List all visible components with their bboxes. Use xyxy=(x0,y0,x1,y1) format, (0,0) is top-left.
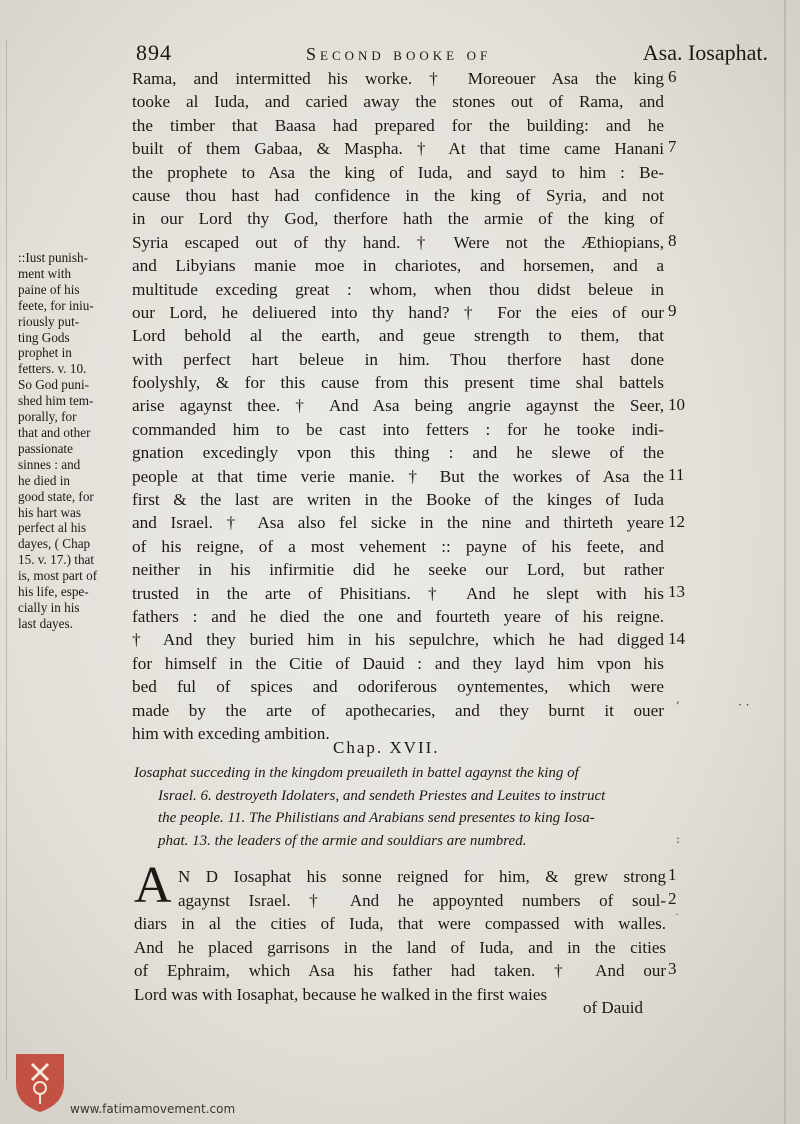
verse-number: 6 xyxy=(668,67,677,86)
verse-number: 7 xyxy=(668,137,677,157)
text-line: the timber that Baasa had prepared for the building: and he xyxy=(132,115,664,135)
text-line: neither in his infirmitie did he seeke our Lord, but rather xyxy=(132,560,664,580)
ink-speck: : xyxy=(676,832,681,846)
text-line: in our Lord thy God, therfore hath the armie of the king of xyxy=(132,209,664,229)
margin-note-line: fetters. v. 10. xyxy=(18,361,87,377)
text-line: † And they buried him in his sepulchre, which he had digged xyxy=(132,630,664,650)
text-line: for himself in the Citie of Dauid : and they layd him vpon his xyxy=(132,653,664,673)
chapter-text-line: agaynst Israel. † And he appoynted numbers of soul- xyxy=(178,890,666,910)
margin-note-line: his hart was xyxy=(18,504,81,520)
argument-line: the people. 11. The Philistians and Arabians send presentes to king Iosa- xyxy=(158,810,595,827)
chapter-text-line: diars in al the cities of Iuda, that were compassed with walles. xyxy=(134,914,666,934)
margin-note-line: dayes, ( Chap xyxy=(18,536,91,552)
margin-note-line: passionate xyxy=(18,440,73,456)
running-head: Second booke of xyxy=(306,44,492,64)
text-line: Lord behold al the earth, and geue strength to them, that xyxy=(132,326,664,346)
margin-note-line: his life, espe- xyxy=(18,584,89,600)
running-head-right: Asa. Iosaphat. xyxy=(642,40,768,65)
chapter-heading: Chap. XVII. xyxy=(333,738,440,757)
catchword: of Dauid xyxy=(583,998,643,1017)
text-line: Rama, and intermitted his worke. † Moreouer Asa the king xyxy=(132,69,664,88)
margin-note-line: that and other xyxy=(18,424,91,440)
margin-note-line: paine of his xyxy=(18,281,80,297)
text-line: tooke al Iuda, and caried away the stones out of Rama, and xyxy=(132,92,664,112)
chapter-text-line: Lord was with Iosaphat, because he walked in the first waies xyxy=(134,984,548,1004)
text-line: gnation excedingly vpon this thing : and he slewe of the xyxy=(132,443,664,463)
margin-note-line: ::Iust punish- xyxy=(18,250,88,265)
verse-number: 14 xyxy=(668,628,685,648)
verse-number: 12 xyxy=(668,511,685,531)
text-line: people at that time verie manie. † But the workes of Asa the xyxy=(132,466,664,486)
text-line: him with exceding ambition. xyxy=(132,723,330,743)
text-line: bed ful of spices and odoriferous oyntementes, which were xyxy=(132,677,664,697)
verse-number: 1 xyxy=(668,865,677,884)
text-line: made by the arte of apothecaries, and they burnt it ouer xyxy=(132,700,664,720)
chapter-body xyxy=(134,865,666,1007)
text-line: and Libyians manie moe in chariotes, and horsemen, and a xyxy=(132,256,664,276)
text-line: cause thou hast had confidence in the king of Syria, and not xyxy=(132,185,664,205)
verse-number: 11 xyxy=(668,464,685,484)
margin-note-line: feete, for iniu- xyxy=(18,297,94,313)
fatima-shield-logo-icon xyxy=(12,1050,68,1114)
verse-number: 10 xyxy=(668,394,685,414)
ink-speck: , xyxy=(676,692,680,706)
chapter-argument xyxy=(134,762,694,852)
chapter-text-line: And he placed garrisons in the land of Iuda, and in the cities xyxy=(134,937,666,957)
text-line: foolyshly, & for this cause from this present time shal battels xyxy=(132,373,664,393)
text-line: with perfect hart beleue in him. Thou therfore hast done xyxy=(132,349,664,369)
margin-note-line: perfect al his xyxy=(18,520,87,536)
page-number: 894 xyxy=(136,40,172,65)
verse-number: 8 xyxy=(668,230,677,250)
text-line: first & the last are writen in the Booke of the kinges of Iuda xyxy=(132,490,664,510)
margin-note-line: So God puni- xyxy=(18,377,90,393)
margin-note-line: 15. v. 17.) that xyxy=(18,552,95,568)
margin-note-line: sinnes : and xyxy=(18,456,81,472)
margin-note-line: good state, for xyxy=(18,488,94,504)
main-text-column xyxy=(132,67,664,745)
text-line: multitude exceding great : whom, when thou didst beleue in xyxy=(132,279,664,299)
text-line: commanded him to be cast into fetters : for he tooke indi- xyxy=(132,419,664,439)
page-gutter-line xyxy=(6,40,7,1080)
ink-speck: · · xyxy=(738,698,750,712)
chapter-text-line: of Ephraim, which Asa his father had taken. † And our xyxy=(134,961,666,981)
page-header xyxy=(136,40,768,70)
margin-note-line: porally, for xyxy=(18,409,77,425)
chapter-text-line: N D Iosaphat his sonne reigned for him, & grew strong xyxy=(178,867,666,886)
text-line: built of them Gabaa, & Maspha. † At that time came Hanani xyxy=(132,139,664,159)
margin-note-line: he died in xyxy=(18,472,71,488)
argument-line: Iosaphat succeding in the kingdom preuaileth in battel agaynst the king of xyxy=(134,765,579,781)
text-line: Syria escaped out of thy hand. † Were not the Æthiopians, xyxy=(132,232,664,252)
argument-line: Israel. 6. destroyeth Idolaters, and sendeth Priestes and Leuites to instruct xyxy=(158,787,606,804)
text-line: our Lord, he deliuered into thy hand? † For the eies of our xyxy=(132,302,664,322)
verse-number: 9 xyxy=(668,301,677,320)
margin-note-line: ting Gods xyxy=(18,329,70,345)
margin-note-line: last dayes. xyxy=(18,615,73,631)
drop-cap: A xyxy=(134,857,172,914)
ink-speck: ˙ xyxy=(674,912,680,926)
verse-number: 13 xyxy=(668,581,685,601)
margin-note-line: cially in his xyxy=(18,599,80,615)
margin-note-line: is, most part of xyxy=(18,568,98,584)
text-line: trusted in the arte of Phisitians. † And he slept with his xyxy=(132,583,664,603)
text-line: the prophete to Asa the king of Iuda, and sayd to him : Be- xyxy=(132,162,664,182)
verse-number: 2 xyxy=(668,888,677,908)
argument-line: phat. 13. the leaders of the armie and souldiars are numbred. xyxy=(158,832,527,849)
margin-note-line: prophet in xyxy=(18,345,72,361)
text-line: arise agaynst thee. † And Asa being angrie agaynst the Seer, xyxy=(132,396,664,416)
margin-note-line: shed him tem- xyxy=(18,393,94,409)
text-line: and Israel. † Asa also fel sicke in the nine and thirteth yeare xyxy=(132,513,664,533)
text-line: fathers : and he died the one and fourteth yeare of his reigne. xyxy=(132,606,664,626)
margin-note-line: ment with xyxy=(18,265,72,281)
page-right-edge xyxy=(784,0,786,1124)
margin-note-line: riously put- xyxy=(18,313,80,329)
website-link[interactable]: www.fatimamovement.com xyxy=(70,1102,236,1116)
verse-number: 3 xyxy=(668,959,677,979)
text-line: of his reigne, of a most vehement :: payne of his feete, and xyxy=(132,536,664,556)
margin-annotation xyxy=(18,250,130,632)
